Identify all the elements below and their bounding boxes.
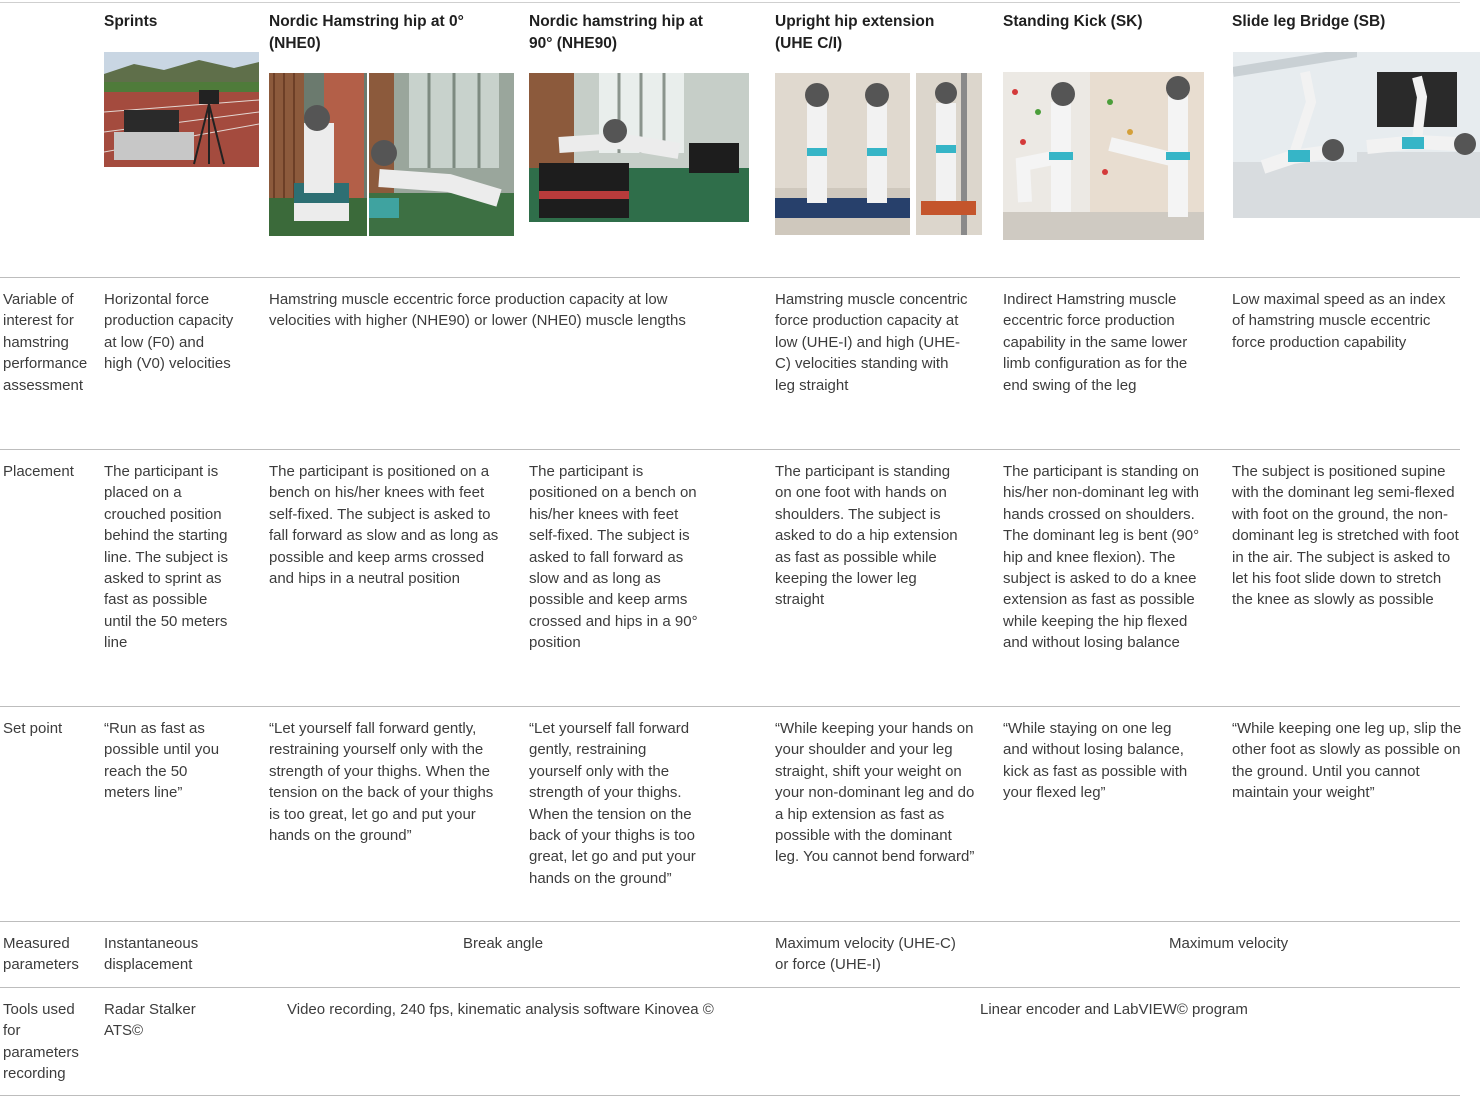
header-sb: Slide leg Bridge (SB) bbox=[1232, 13, 1386, 30]
setpoint-sprints: “Run as fast as possible until you reach the 50 meters line” bbox=[104, 720, 220, 802]
header-sprints: Sprints bbox=[104, 13, 158, 30]
variable-sk: Indirect Hamstring muscle eccentric force production capability in the same lower limb configuration as for the end swing of the leg bbox=[1003, 291, 1188, 394]
placement-uhe: The participant is standing on one foot with hands on shoulders. The subject is asked to do a hip extension as fast as possible while keeping the lower leg straight bbox=[775, 463, 958, 609]
variable-sprints: Horizontal force production capacity at low (F0) and high (V0) velocities bbox=[104, 291, 234, 373]
measured-uhe: Maximum velocity (UHE-C) or force (UHE-I) bbox=[775, 935, 956, 974]
nhe0-photo-2 bbox=[369, 73, 514, 236]
tools-sprints: Radar Stalker ATS© bbox=[104, 1001, 196, 1040]
placement-sprints: The participant is placed on a crouched position behind the starting line. The subject is asked to sprint as fast as possible until the 50 meters line bbox=[104, 463, 228, 652]
sb-photo-1 bbox=[1233, 52, 1357, 218]
measured-nhe: Break angle bbox=[463, 935, 544, 952]
measured-sk-sb: Maximum velocity bbox=[1169, 935, 1289, 952]
row-rule-1 bbox=[0, 277, 1460, 278]
row-label-placement: Placement bbox=[3, 463, 74, 480]
nhe90-photo bbox=[529, 73, 749, 222]
header-nhe90: Nordic hamstring hip at 90° (NHE90) bbox=[529, 13, 703, 52]
sprints-track-photo bbox=[104, 52, 259, 167]
placement-nhe0: The participant is positioned on a bench on his/her knees with feet self-fixed. The subject is asked to fall forward as slow and as long as possible and keep arms crossed and hips in a neutral position bbox=[269, 463, 499, 588]
header-uhe: Upright hip extension (UHE C/I) bbox=[775, 13, 935, 52]
row-rule-4 bbox=[0, 921, 1460, 922]
row-label-measured: Measured parameters bbox=[3, 935, 79, 974]
variable-nhe: Hamstring muscle eccentric force production capacity at low velocities with higher (NHE90) or lower (NHE0) muscle lengths bbox=[269, 291, 686, 330]
row-rule-2 bbox=[0, 449, 1460, 450]
row-rule-5 bbox=[0, 987, 1460, 988]
uhe-photo-1 bbox=[775, 73, 910, 235]
row-label-setpoint: Set point bbox=[3, 720, 63, 737]
header-nhe0: Nordic Hamstring hip at 0° (NHE0) bbox=[269, 13, 464, 52]
header-sk: Standing Kick (SK) bbox=[1003, 13, 1143, 30]
nhe0-photo-1 bbox=[269, 73, 367, 236]
variable-uhe: Hamstring muscle concentric force production capacity at low (UHE-I) and high (UHE-C) velocities standing with leg straight bbox=[775, 291, 968, 394]
placement-sb: The subject is positioned supine with the dominant leg semi-flexed with foot on the ground, the non-dominant leg is stretched with foot in the air. The subject is asked to let his foot slide down to stretch the knee as slowly as possible bbox=[1232, 463, 1459, 609]
setpoint-nhe90: “Let yourself fall forward gently, restraining yourself only with the strength of your thighs. When the tension on the back of your thighs is too great, let go and put your hands on the ground” bbox=[529, 720, 696, 887]
table-top-rule bbox=[0, 2, 1460, 3]
setpoint-sb: “While keeping one leg up, slip the other foot as slowly as possible on the ground. Until you cannot maintain your weight” bbox=[1232, 720, 1462, 802]
uhe-photo-2 bbox=[916, 73, 982, 235]
setpoint-nhe0: “Let yourself fall forward gently, restraining yourself only with the strength of your thighs. When the tension on the back of your thighs is too great, let go and put your hands on the ground” bbox=[269, 720, 494, 845]
placement-sk: The participant is standing on his/her non-dominant leg with hands crossed on shoulders. The dominant leg is bent (90° hip and knee flexion). The subject is asked to do a knee extension as fast as possible while keeping the hip flexed and without losing balance bbox=[1003, 463, 1200, 652]
sk-photo-2 bbox=[1090, 72, 1204, 240]
measured-sprints: Instantaneous displacement bbox=[104, 935, 199, 974]
tools-rest: Linear encoder and LabVIEW© program bbox=[980, 1001, 1248, 1018]
setpoint-sk: “While staying on one leg and without losing balance, kick as fast as possible with your flexed leg” bbox=[1003, 720, 1188, 802]
placement-nhe90: The participant is positioned on a bench on his/her knees with feet self-fixed. The subject is asked to fall forward as slow and as long as possible and keep arms crossed and hips in a 90° position bbox=[529, 463, 698, 652]
setpoint-uhe: “While keeping your hands on your shoulder and your leg straight, shift your weight on your non-dominant leg and do a hip extension as fast as possible with the dominant leg. You cannot bend forward” bbox=[775, 720, 975, 866]
row-label-tools: Tools used for parameters recording bbox=[3, 1001, 79, 1083]
row-label-variable: Variable of interest for hamstring performance assessment bbox=[3, 291, 88, 394]
tools-nhe: Video recording, 240 fps, kinematic analysis software Kinovea © bbox=[287, 1001, 714, 1018]
table-bottom-rule bbox=[0, 1095, 1460, 1096]
sk-photo-1 bbox=[1003, 72, 1090, 240]
sb-photo-2 bbox=[1357, 52, 1480, 218]
row-rule-3 bbox=[0, 706, 1460, 707]
variable-sb: Low maximal speed as an index of hamstring muscle eccentric force production capability bbox=[1232, 291, 1446, 351]
